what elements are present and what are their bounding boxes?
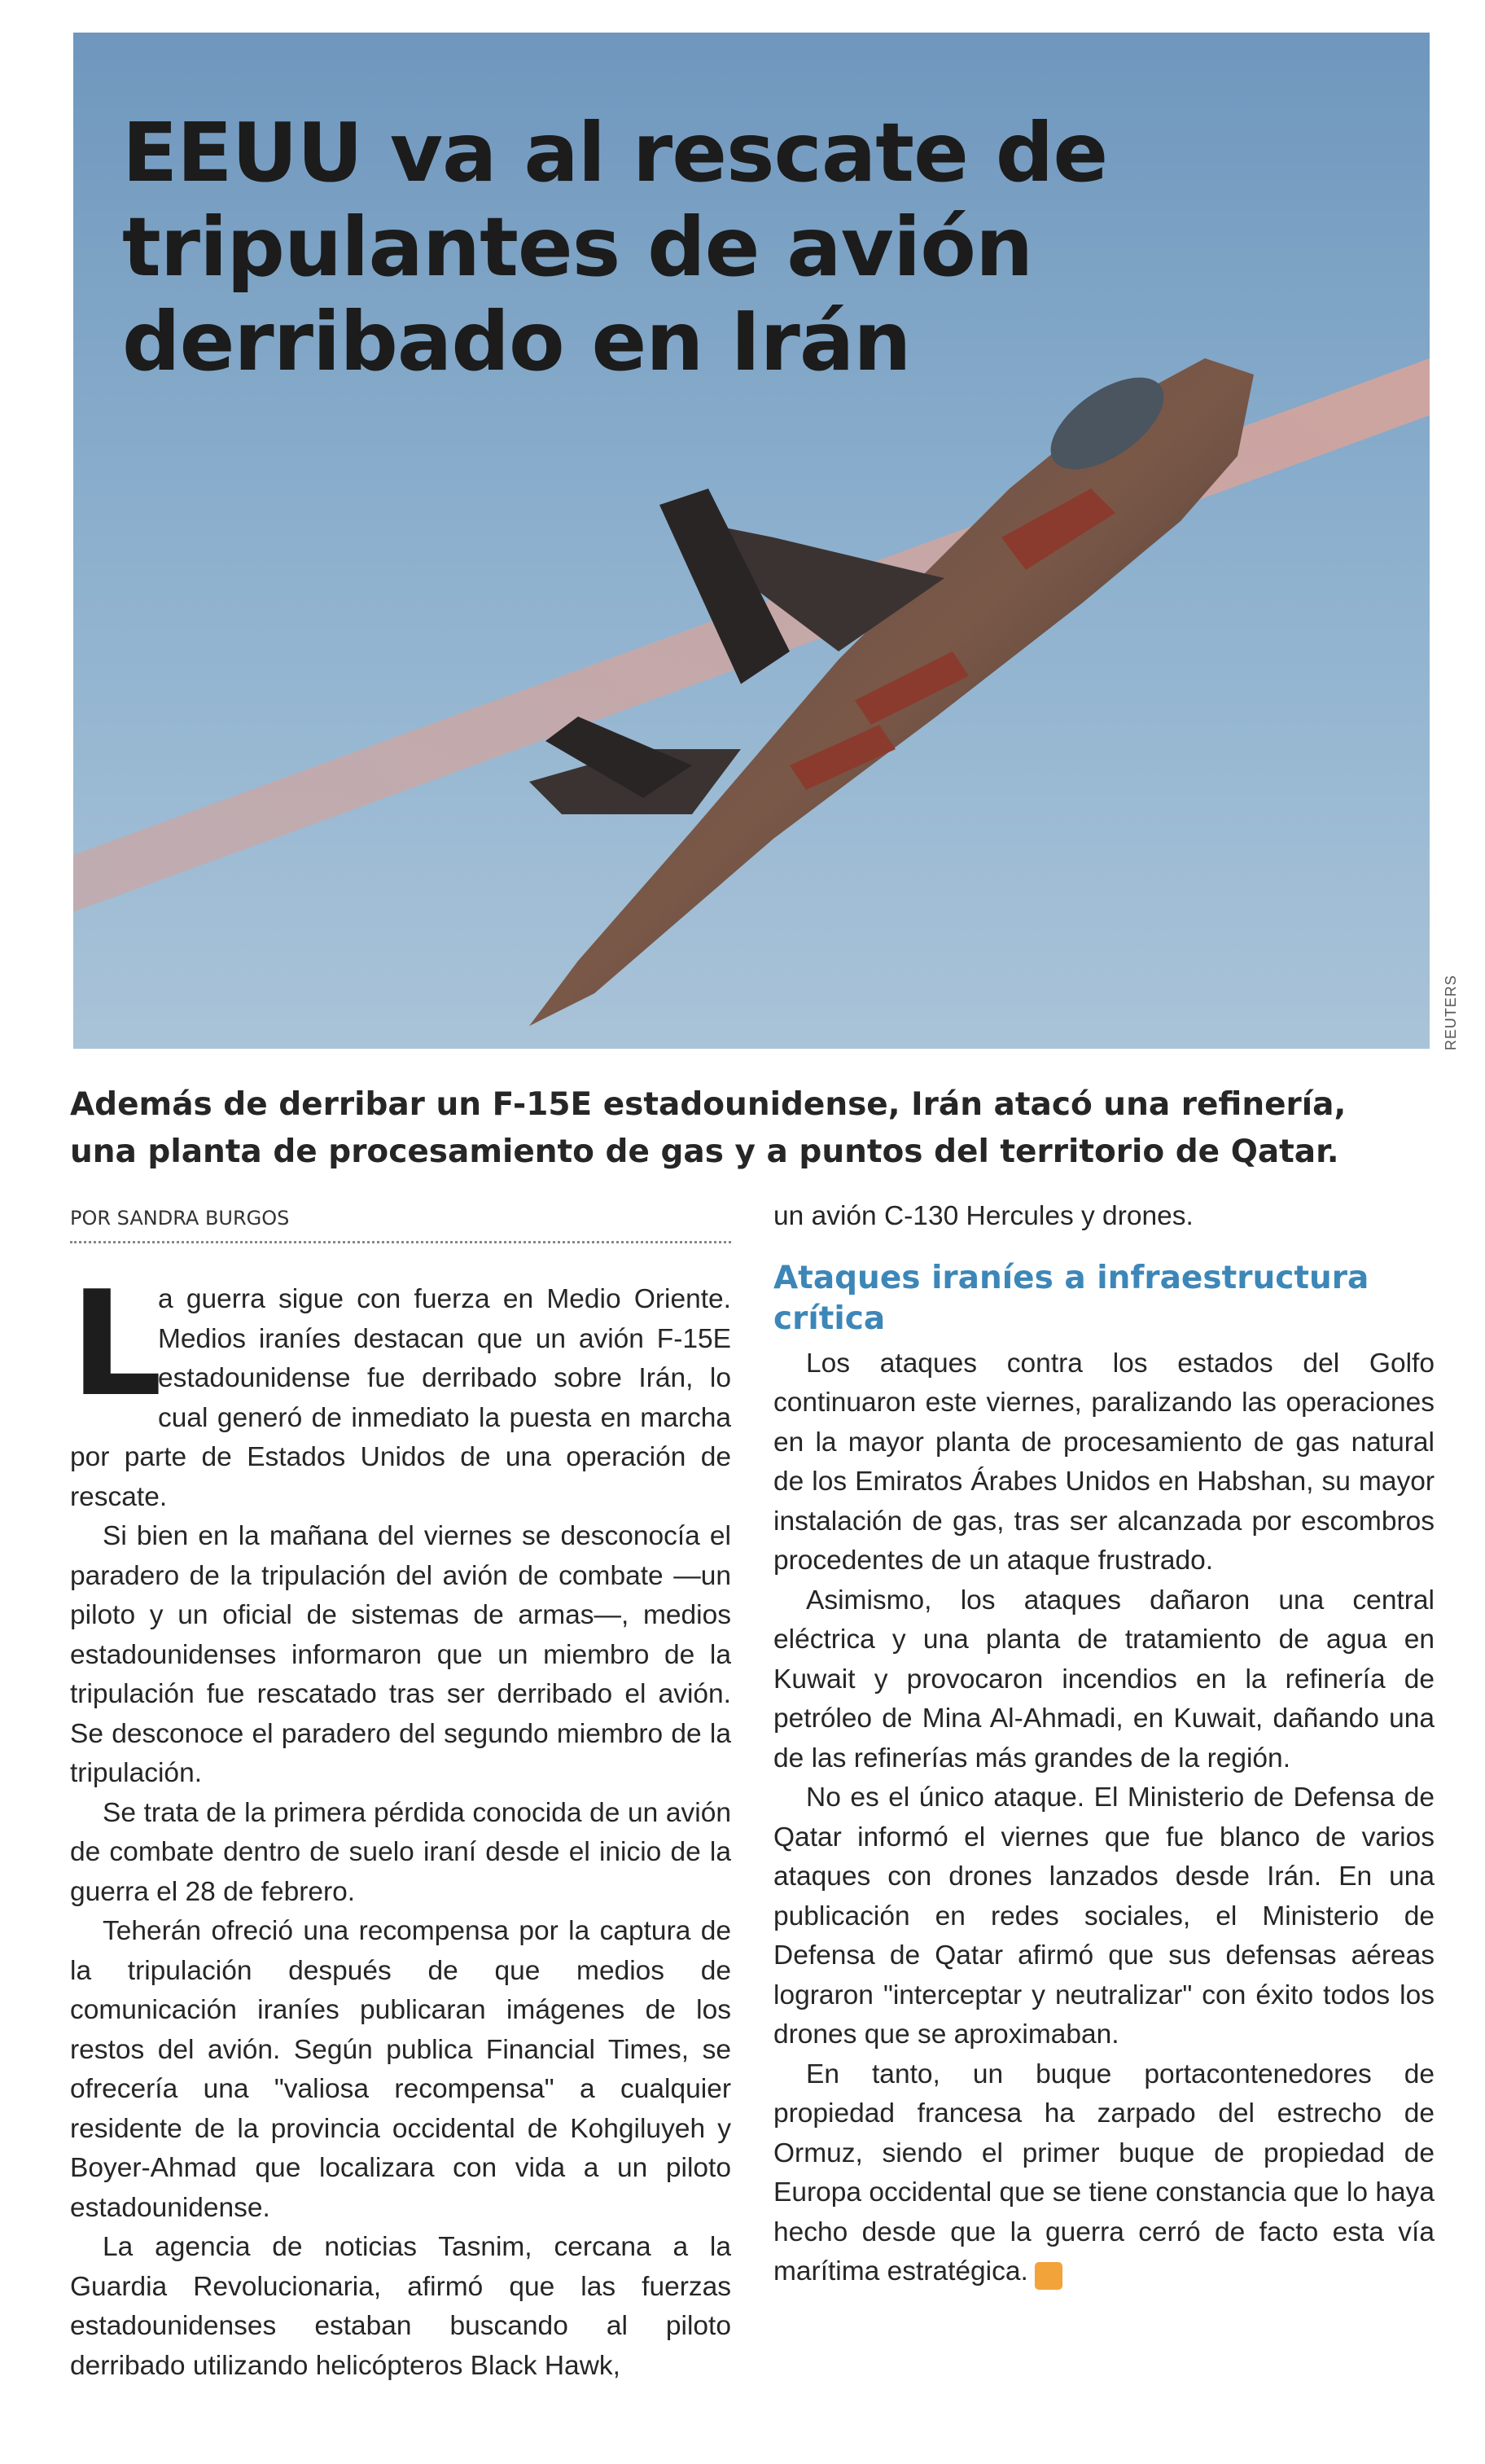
deck-summary: Además de derribar un F-15E estadounidense, Irán atacó una refinería, una planta de procesamiento de gas y a puntos del territorio de Qatar. (70, 1086, 1347, 1170)
paragraph-9 (773, 2055, 1435, 2292)
paragraph-2: Si bien en la mañana del viernes se desconocía el paradero de la tripulación del avión de combate —un piloto y un oficial de sistemas de armas—, medios estadounidenses informaron que un miembro de la tripulación fue rescatado tras ser derribado el avión. Se desconoce el paradero del segundo miembro de la tripulación. (70, 1521, 731, 1788)
paragraph-9-text: En tanto, un buque portacontenedores de propiedad francesa ha zarpado del estrecho de Ormuz, siendo el primer buque de propiedad de Europa occidental que se tiene constancia que lo haya hecho desde que la guerra cerró de facto esta vía marítima estratégica. (773, 2058, 1435, 2286)
paragraph-1-text: a guerra sigue con fuerza en Medio Oriente. Medios iraníes destacan que un avión F-15E estadounidense fue derribado sobre Irán, lo cual generó de inmediato la puesta en marcha por parte de Estados Unidos de una operación de rescate. (70, 1284, 731, 1512)
paragraph-3: Se trata de la primera pérdida conocida de un avión de combate dentro de suelo iraní desde el inicio de la guerra el 28 de febrero. (70, 1797, 731, 1907)
headline-line-2: tripulantes de avión (122, 199, 1033, 295)
paragraph-5: La agencia de noticias Tasnim, cercana a la Guardia Revolucionaria, afirmó que las fuerzas estadounidenses estaban buscando al piloto derribado utilizando helicópteros Black Hawk, (70, 2232, 731, 2381)
end-mark-icon: S (1035, 2262, 1062, 2290)
paragraph-5-continued: un avión C-130 Hercules y drones. (773, 1201, 1194, 1231)
drop-cap: L (70, 1260, 163, 1428)
paragraph-1 (70, 1260, 731, 1517)
paragraph-7: Asimismo, los ataques dañaron una central eléctrica y una planta de tratamiento de agua en Kuwait y provocaron incendios en la refinería de petróleo de Mina Al-Ahmadi, en Kuwait, dañando una de las refinerías más grandes de la región. (773, 1585, 1435, 1773)
section-subhead: Ataques iraníes a infraestructura crítica (773, 1259, 1369, 1337)
paragraph-4: Teherán ofreció una recompensa por la captura de la tripulación después de que medios de comunicación iraníes publicaran imágenes de los restos del avión. Según publica Financial Times, se ofrecería una "valiosa recompensa" a cualquier residente de la provincia occidental de Kohgiluyeh y Boyer-Ahmad que localizara con vida a un piloto estadounidense. (70, 1916, 731, 2223)
jet-fighter-photo (73, 33, 1430, 1049)
paragraph-8: No es el único ataque. El Ministerio de Defensa de Qatar informó el viernes que fue blanco de varios ataques con drones lanzados desde Irán. En una publicación en redes sociales, el Ministerio de Defensa de Qatar afirmó que sus defensas aéreas lograron "interceptar y neutralizar" con éxito todos los drones que se aproximaban. (773, 1782, 1435, 2050)
article-column-left (70, 1260, 731, 2386)
headline (122, 106, 1107, 389)
headline-line-1: EEUU va al rescate de (122, 105, 1108, 200)
article-column-right (773, 1197, 1435, 2292)
headline-line-3: derribado en Irán (122, 294, 911, 389)
photo-credit-text: REUTERS (1443, 974, 1459, 1050)
paragraph-6: Los ataques contra los estados del Golfo continuaron este viernes, paralizando las operaciones en la mayor planta de procesamiento de gas natural de los Emiratos Árabes Unidos en Habshan, su mayor instalación de gas, tras ser alcanzada por escombros procedentes de un ataque frustrado. (773, 1348, 1435, 1576)
byline: POR SANDRA BURGOS (70, 1207, 731, 1243)
